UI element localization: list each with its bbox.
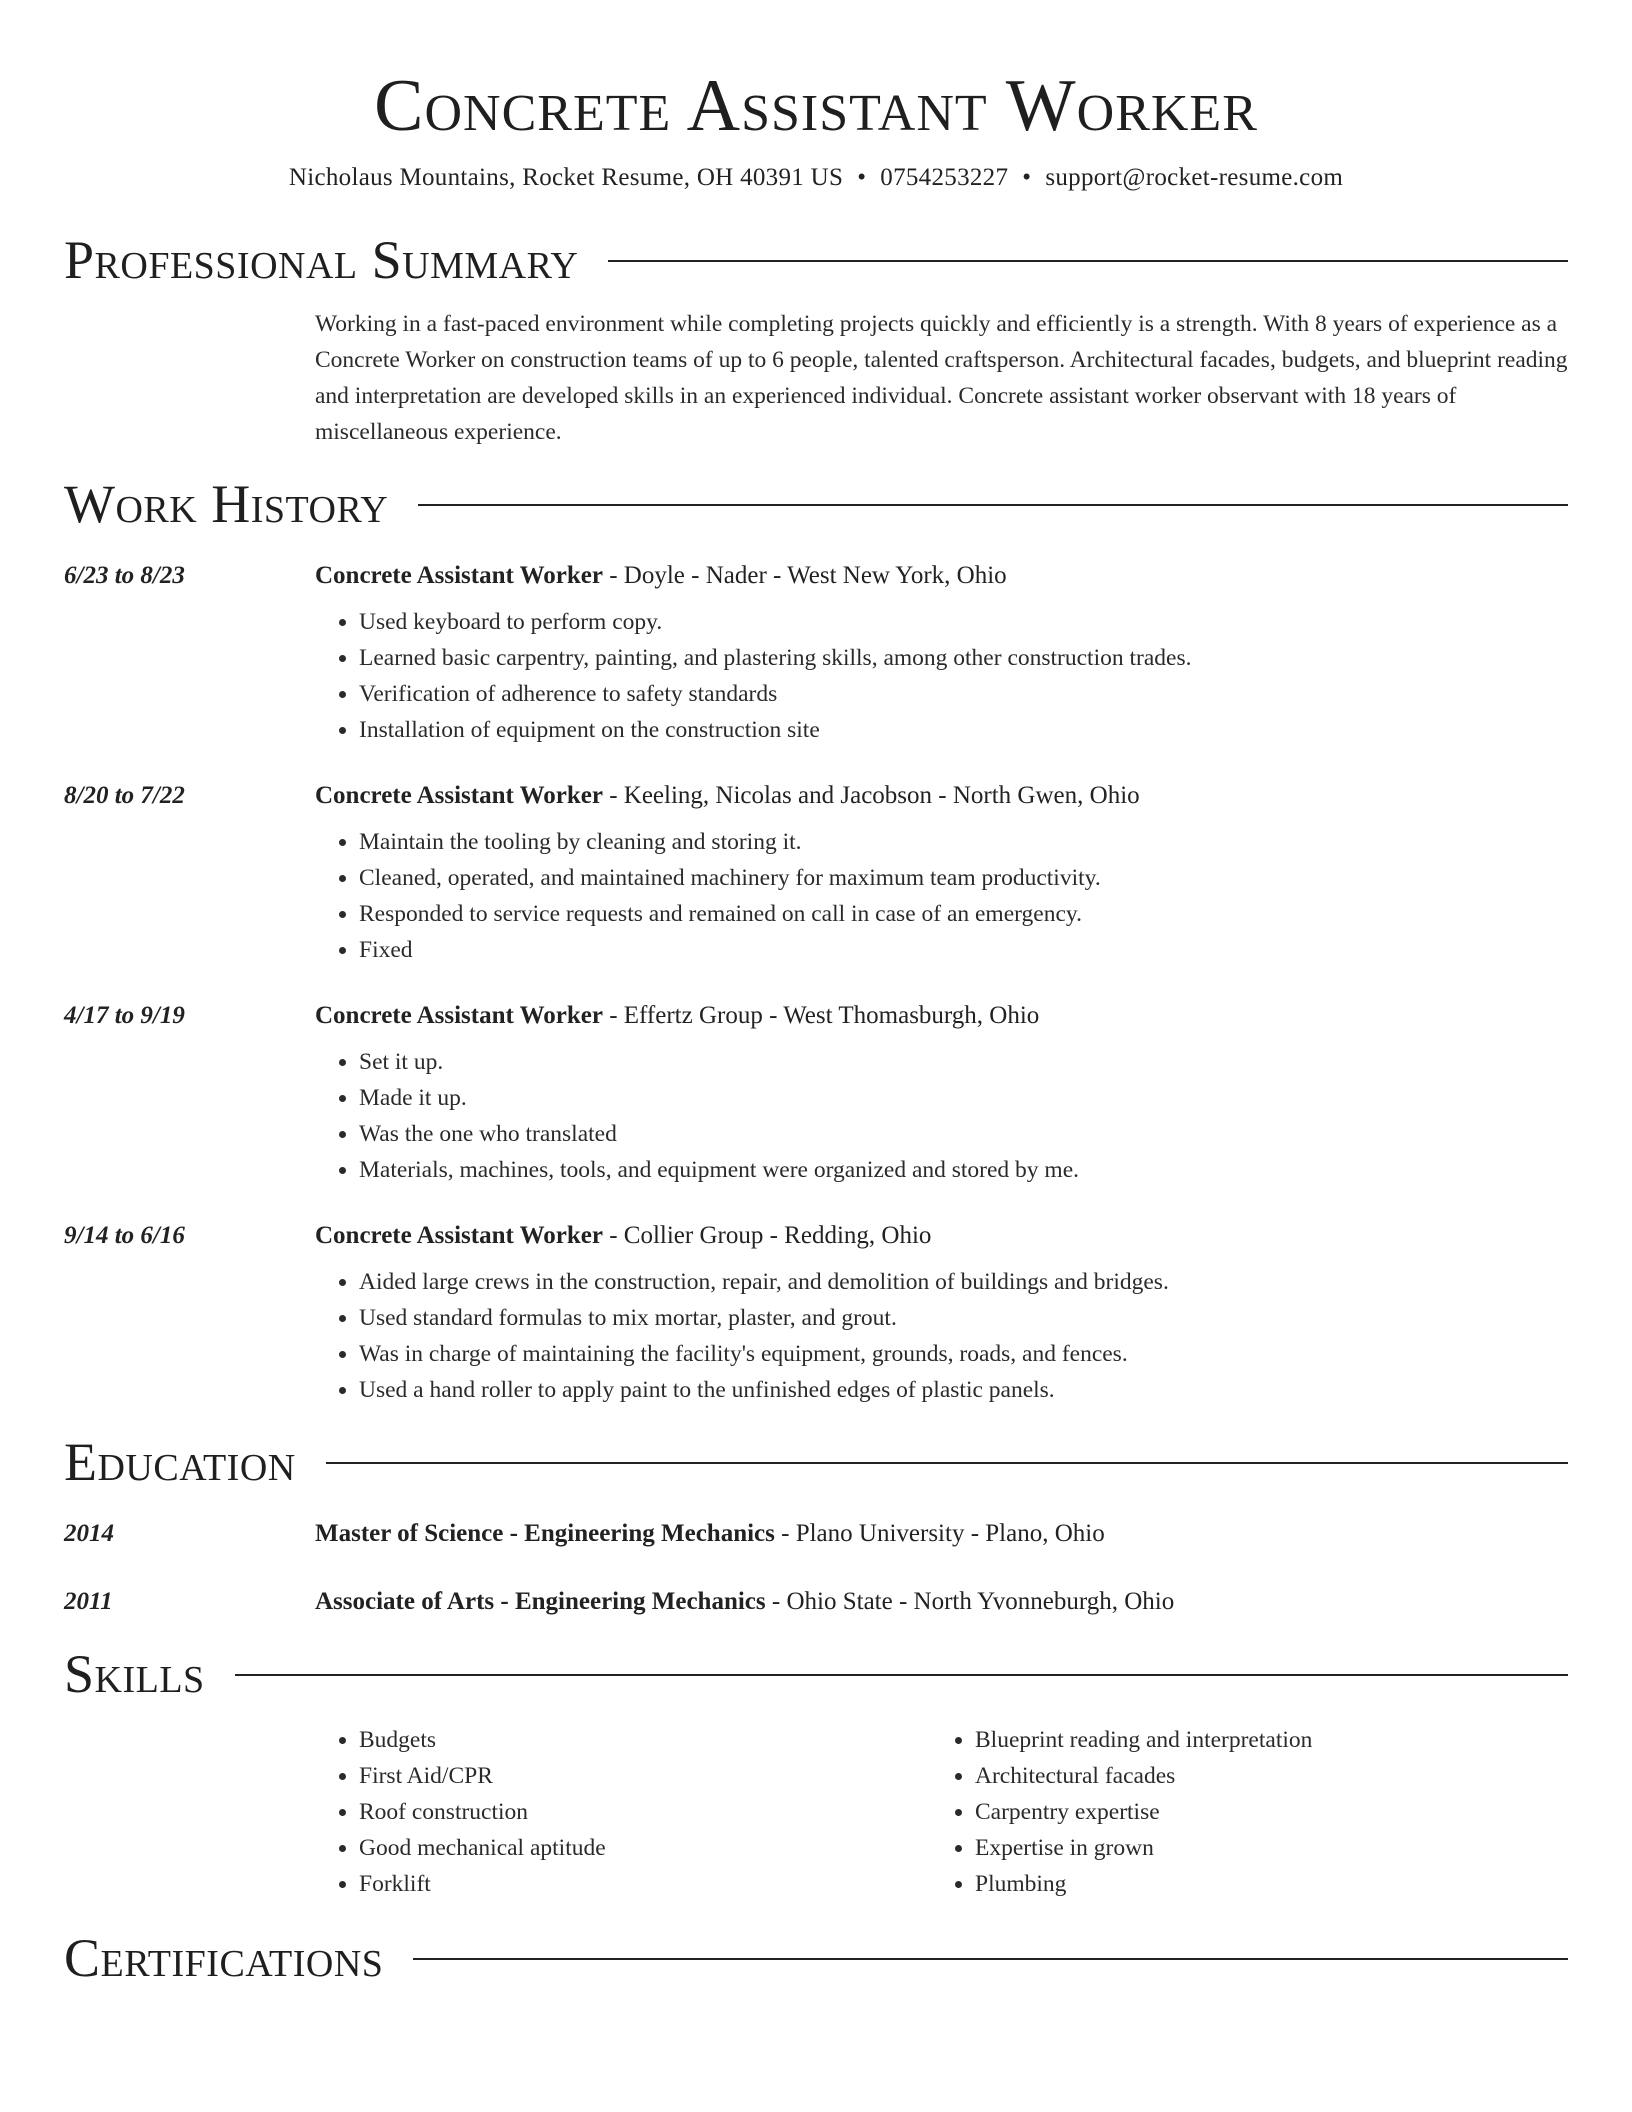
job-details: - Keeling, Nicolas and Jacobson - North Gwen, Ohio bbox=[602, 782, 1140, 809]
skills-list bbox=[315, 1722, 1568, 1902]
list-item: • Made it up. bbox=[359, 1080, 1568, 1116]
list-item: • Budgets bbox=[359, 1722, 931, 1758]
section-rule bbox=[413, 1958, 1568, 1960]
list-item: • Used a hand roller to apply paint to the unfinished edges of plastic panels. bbox=[359, 1372, 1568, 1408]
work-entry bbox=[64, 558, 1568, 748]
list-item: • Expertise in grown bbox=[975, 1830, 1547, 1866]
work-entry bbox=[64, 778, 1568, 968]
list-item: • Used standard formulas to mix mortar, plaster, and grout. bbox=[359, 1300, 1568, 1336]
education-date: 2014 bbox=[64, 1520, 114, 1547]
job-title: Concrete Assistant Worker bbox=[315, 1002, 603, 1029]
job-title: Concrete Assistant Worker bbox=[315, 1222, 603, 1249]
section-rule bbox=[326, 1462, 1568, 1464]
skills-heading bbox=[64, 1642, 1568, 1706]
section-title: Work History bbox=[64, 474, 389, 534]
work-bullets bbox=[315, 1264, 1568, 1408]
contact-separator: • bbox=[857, 164, 867, 191]
summary-heading bbox=[64, 228, 1568, 292]
section-rule bbox=[608, 260, 1568, 262]
education-heading bbox=[64, 1430, 1568, 1494]
education-entry bbox=[64, 1584, 1568, 1620]
list-item: • Cleaned, operated, and maintained machinery for maximum team productivity. bbox=[359, 860, 1568, 896]
work-line bbox=[315, 998, 1568, 1034]
work-date: 6/23 to 8/23 bbox=[64, 562, 185, 589]
list-item: • Maintain the tooling by cleaning and storing it. bbox=[359, 824, 1568, 860]
work-entry bbox=[64, 998, 1568, 1188]
resume-page bbox=[64, 0, 1568, 1990]
work-line bbox=[315, 558, 1568, 594]
section-title: Education bbox=[64, 1432, 296, 1492]
job-details: - Effertz Group - West Thomasburgh, Ohio bbox=[602, 1002, 1040, 1029]
job-details: - Collier Group - Redding, Ohio bbox=[602, 1222, 932, 1249]
job-title: Concrete Assistant Worker bbox=[315, 782, 603, 809]
section-rule bbox=[418, 504, 1568, 506]
work-entry bbox=[64, 1218, 1568, 1408]
work-bullets bbox=[315, 1044, 1568, 1188]
work-line bbox=[315, 778, 1568, 814]
skills-column-right bbox=[931, 1722, 1547, 1902]
degree: Associate of Arts - Engineering Mechanics bbox=[315, 1588, 766, 1615]
job-details: - Doyle - Nader - West New York, Ohio bbox=[602, 562, 1007, 589]
list-item: • Carpentry expertise bbox=[975, 1794, 1547, 1830]
contact-email: support@rocket-resume.com bbox=[1045, 164, 1344, 191]
section-title: Skills bbox=[64, 1644, 205, 1704]
summary-text: Working in a fast-paced environment while completing projects quickly and efficiently is a strength. With 8 years of experience as a Concrete Worker on construction teams of up to 6 people, talented craftsperson. Architectural facades, budgets, and blueprint reading and interpretation are developed skills in an experienced individual. Concrete assistant worker observant with 18 years of miscellaneous experience. bbox=[315, 311, 1568, 445]
section-title: Professional Summary bbox=[64, 230, 579, 290]
school-details: - Ohio State - North Yvonneburgh, Ohio bbox=[765, 1588, 1175, 1615]
work-heading bbox=[64, 472, 1568, 536]
contact-separator: • bbox=[1022, 164, 1032, 191]
work-date: 4/17 to 9/19 bbox=[64, 1002, 185, 1029]
education-date: 2011 bbox=[64, 1588, 113, 1615]
list-item: • First Aid/CPR bbox=[359, 1758, 931, 1794]
list-item: • Was the one who translated bbox=[359, 1116, 1568, 1152]
list-item: • Materials, machines, tools, and equipment were organized and stored by me. bbox=[359, 1152, 1568, 1188]
job-title: Concrete Assistant Worker bbox=[315, 562, 603, 589]
contact-phone: 0754253227 bbox=[880, 164, 1009, 191]
school-details: - Plano University - Plano, Ohio bbox=[774, 1520, 1105, 1547]
work-date: 8/20 to 7/22 bbox=[64, 782, 185, 809]
list-item: • Forklift bbox=[359, 1866, 931, 1902]
list-item: • Was in charge of maintaining the facility's equipment, grounds, roads, and fences. bbox=[359, 1336, 1568, 1372]
contact-line bbox=[64, 162, 1568, 194]
work-line bbox=[315, 1218, 1568, 1254]
list-item: • Fixed bbox=[359, 932, 1568, 968]
degree: Master of Science - Engineering Mechanics bbox=[315, 1520, 775, 1547]
section-rule bbox=[235, 1674, 1568, 1676]
list-item: • Responded to service requests and remained on call in case of an emergency. bbox=[359, 896, 1568, 932]
certifications-heading bbox=[64, 1926, 1568, 1990]
list-item: • Good mechanical aptitude bbox=[359, 1830, 931, 1866]
education-line bbox=[315, 1584, 1174, 1620]
work-date: 9/14 to 6/16 bbox=[64, 1222, 185, 1249]
list-item: • Aided large crews in the construction, repair, and demolition of buildings and bridges. bbox=[359, 1264, 1568, 1300]
work-bullets bbox=[315, 604, 1568, 748]
work-bullets bbox=[315, 824, 1568, 968]
list-item: • Installation of equipment on the construction site bbox=[359, 712, 1568, 748]
skills-column-left bbox=[315, 1722, 931, 1902]
education-entry bbox=[64, 1516, 1568, 1552]
list-item: • Blueprint reading and interpretation bbox=[975, 1722, 1547, 1758]
list-item: • Roof construction bbox=[359, 1794, 931, 1830]
contact-address: Nicholaus Mountains, Rocket Resume, OH 40391 US bbox=[288, 164, 844, 191]
list-item: • Used keyboard to perform copy. bbox=[359, 604, 1568, 640]
resume-name: Concrete Assistant Worker bbox=[374, 65, 1258, 147]
education-line bbox=[315, 1516, 1105, 1552]
list-item: • Learned basic carpentry, painting, and plastering skills, among other construction trades. bbox=[359, 640, 1568, 676]
list-item: • Verification of adherence to safety standards bbox=[359, 676, 1568, 712]
list-item: • Set it up. bbox=[359, 1044, 1568, 1080]
section-title: Certifications bbox=[64, 1928, 384, 1988]
list-item: • Plumbing bbox=[975, 1866, 1547, 1902]
list-item: • Architectural facades bbox=[975, 1758, 1547, 1794]
